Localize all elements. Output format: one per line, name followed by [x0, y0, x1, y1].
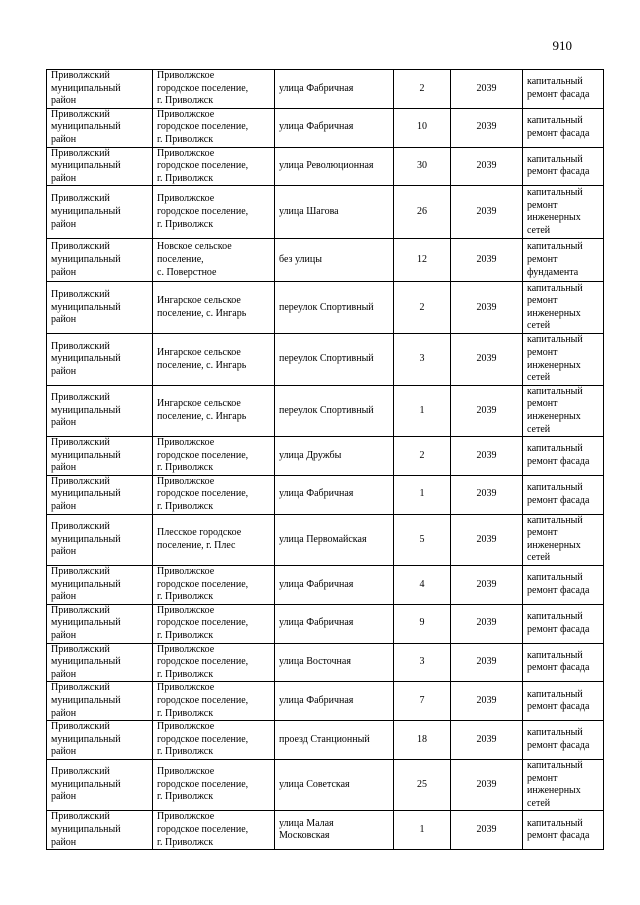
settlement-cell: Ингарское сельское поселение, с. Ингарь [153, 282, 275, 334]
district-cell: Приволжский муниципальный район [47, 70, 153, 109]
settlement-cell: Приволжское городское поселение, г. Приволжск [153, 437, 275, 476]
table-row [47, 643, 604, 682]
settlement-cell: Приволжское городское поселение, г. Приволжск [153, 811, 275, 850]
table-row [47, 108, 604, 147]
work-type-cell: капитальный ремонт фасада [523, 437, 604, 476]
house-number-cell: 2 [394, 282, 451, 334]
street-cell: переулок Спортивный [275, 334, 394, 385]
year-cell: 2039 [451, 566, 523, 605]
house-number-cell: 18 [394, 721, 451, 760]
year-cell: 2039 [451, 147, 523, 186]
table-row [47, 147, 604, 186]
year-cell: 2039 [451, 643, 523, 682]
district-cell: Приволжский муниципальный район [47, 239, 153, 282]
year-cell: 2039 [451, 385, 523, 436]
house-number-cell: 2 [394, 70, 451, 109]
year-cell: 2039 [451, 108, 523, 147]
district-cell: Приволжский муниципальный район [47, 186, 153, 239]
table-row [47, 70, 604, 109]
table-row [47, 385, 604, 436]
district-cell: Приволжский муниципальный район [47, 643, 153, 682]
table-row [47, 604, 604, 643]
district-cell: Приволжский муниципальный район [47, 721, 153, 760]
settlement-cell: Приволжское городское поселение, г. Приволжск [153, 108, 275, 147]
house-number-cell: 3 [394, 643, 451, 682]
street-cell: улица Фабричная [275, 108, 394, 147]
table-row [47, 682, 604, 721]
settlement-cell: Приволжское городское поселение, г. Приволжск [153, 475, 275, 514]
year-cell: 2039 [451, 721, 523, 760]
table-row [47, 721, 604, 760]
table-row [47, 186, 604, 239]
year-cell: 2039 [451, 282, 523, 334]
district-cell: Приволжский муниципальный район [47, 759, 153, 810]
table-row [47, 239, 604, 282]
house-number-cell: 1 [394, 385, 451, 436]
year-cell: 2039 [451, 811, 523, 850]
street-cell: улица Советская [275, 759, 394, 810]
work-type-cell: капитальный ремонт инженерных сетей [523, 514, 604, 565]
table-row [47, 334, 604, 385]
district-cell: Приволжский муниципальный район [47, 566, 153, 605]
settlement-cell: Приволжское городское поселение, г. Приволжск [153, 147, 275, 186]
street-cell: улица Восточная [275, 643, 394, 682]
year-cell: 2039 [451, 682, 523, 721]
house-number-cell: 5 [394, 514, 451, 565]
work-type-cell: капитальный ремонт инженерных сетей [523, 759, 604, 810]
district-cell: Приволжский муниципальный район [47, 385, 153, 436]
district-cell: Приволжский муниципальный район [47, 475, 153, 514]
house-number-cell: 7 [394, 682, 451, 721]
district-cell: Приволжский муниципальный район [47, 282, 153, 334]
table-row [47, 759, 604, 810]
street-cell: улица Фабричная [275, 566, 394, 605]
settlement-cell: Приволжское городское поселение, г. Приволжск [153, 604, 275, 643]
work-type-cell: капитальный ремонт фасада [523, 682, 604, 721]
work-type-cell: капитальный ремонт инженерных сетей [523, 334, 604, 385]
house-number-cell: 1 [394, 475, 451, 514]
district-cell: Приволжский муниципальный район [47, 514, 153, 565]
year-cell: 2039 [451, 604, 523, 643]
house-number-cell: 25 [394, 759, 451, 810]
district-cell: Приволжский муниципальный район [47, 108, 153, 147]
table-row [47, 566, 604, 605]
street-cell: улица Дружбы [275, 437, 394, 476]
year-cell: 2039 [451, 334, 523, 385]
district-cell: Приволжский муниципальный район [47, 147, 153, 186]
work-type-cell: капитальный ремонт фундамента [523, 239, 604, 282]
street-cell: улица Фабричная [275, 682, 394, 721]
district-cell: Приволжский муниципальный район [47, 334, 153, 385]
year-cell: 2039 [451, 759, 523, 810]
settlement-cell: Приволжское городское поселение, г. Приволжск [153, 70, 275, 109]
table-row [47, 514, 604, 565]
settlement-cell: Приволжское городское поселение, г. Приволжск [153, 682, 275, 721]
work-type-cell: капитальный ремонт фасада [523, 566, 604, 605]
district-cell: Приволжский муниципальный район [47, 682, 153, 721]
work-type-cell: капитальный ремонт фасада [523, 643, 604, 682]
work-type-cell: капитальный ремонт инженерных сетей [523, 385, 604, 436]
work-type-cell: капитальный ремонт фасада [523, 604, 604, 643]
year-cell: 2039 [451, 475, 523, 514]
street-cell: переулок Спортивный [275, 282, 394, 334]
repair-schedule-table [46, 69, 604, 850]
settlement-cell: Приволжское городское поселение, г. Приволжск [153, 759, 275, 810]
house-number-cell: 10 [394, 108, 451, 147]
year-cell: 2039 [451, 239, 523, 282]
settlement-cell: Приволжское городское поселение, г. Приволжск [153, 566, 275, 605]
house-number-cell: 2 [394, 437, 451, 476]
work-type-cell: капитальный ремонт инженерных сетей [523, 186, 604, 239]
work-type-cell: капитальный ремонт фасада [523, 721, 604, 760]
street-cell: улица Фабричная [275, 70, 394, 109]
year-cell: 2039 [451, 186, 523, 239]
street-cell: переулок Спортивный [275, 385, 394, 436]
street-cell: улица Шагова [275, 186, 394, 239]
street-cell: улица Фабричная [275, 604, 394, 643]
street-cell: проезд Станционный [275, 721, 394, 760]
table-row [47, 437, 604, 476]
settlement-cell: Ингарское сельское поселение, с. Ингарь [153, 334, 275, 385]
year-cell: 2039 [451, 514, 523, 565]
work-type-cell: капитальный ремонт фасада [523, 147, 604, 186]
settlement-cell: Новское сельское поселение, с. Поверстное [153, 239, 275, 282]
settlement-cell: Приволжское городское поселение, г. Приволжск [153, 186, 275, 239]
table-row [47, 282, 604, 334]
work-type-cell: капитальный ремонт фасада [523, 811, 604, 850]
table-row [47, 811, 604, 850]
settlement-cell: Приволжское городское поселение, г. Приволжск [153, 721, 275, 760]
work-type-cell: капитальный ремонт фасада [523, 475, 604, 514]
house-number-cell: 30 [394, 147, 451, 186]
street-cell: без улицы [275, 239, 394, 282]
page-number: 910 [552, 38, 572, 53]
work-type-cell: капитальный ремонт фасада [523, 70, 604, 109]
house-number-cell: 26 [394, 186, 451, 239]
table-row [47, 475, 604, 514]
settlement-cell: Плесское городское поселение, г. Плес [153, 514, 275, 565]
street-cell: улица Малая Московская [275, 811, 394, 850]
work-type-cell: капитальный ремонт инженерных сетей [523, 282, 604, 334]
street-cell: улица Первомайская [275, 514, 394, 565]
street-cell: улица Фабричная [275, 475, 394, 514]
house-number-cell: 12 [394, 239, 451, 282]
house-number-cell: 1 [394, 811, 451, 850]
work-type-cell: капитальный ремонт фасада [523, 108, 604, 147]
district-cell: Приволжский муниципальный район [47, 604, 153, 643]
street-cell: улица Революционная [275, 147, 394, 186]
settlement-cell: Ингарское сельское поселение, с. Ингарь [153, 385, 275, 436]
house-number-cell: 3 [394, 334, 451, 385]
year-cell: 2039 [451, 437, 523, 476]
house-number-cell: 9 [394, 604, 451, 643]
district-cell: Приволжский муниципальный район [47, 437, 153, 476]
table-body [47, 70, 604, 850]
district-cell: Приволжский муниципальный район [47, 811, 153, 850]
house-number-cell: 4 [394, 566, 451, 605]
settlement-cell: Приволжское городское поселение, г. Приволжск [153, 643, 275, 682]
year-cell: 2039 [451, 70, 523, 109]
